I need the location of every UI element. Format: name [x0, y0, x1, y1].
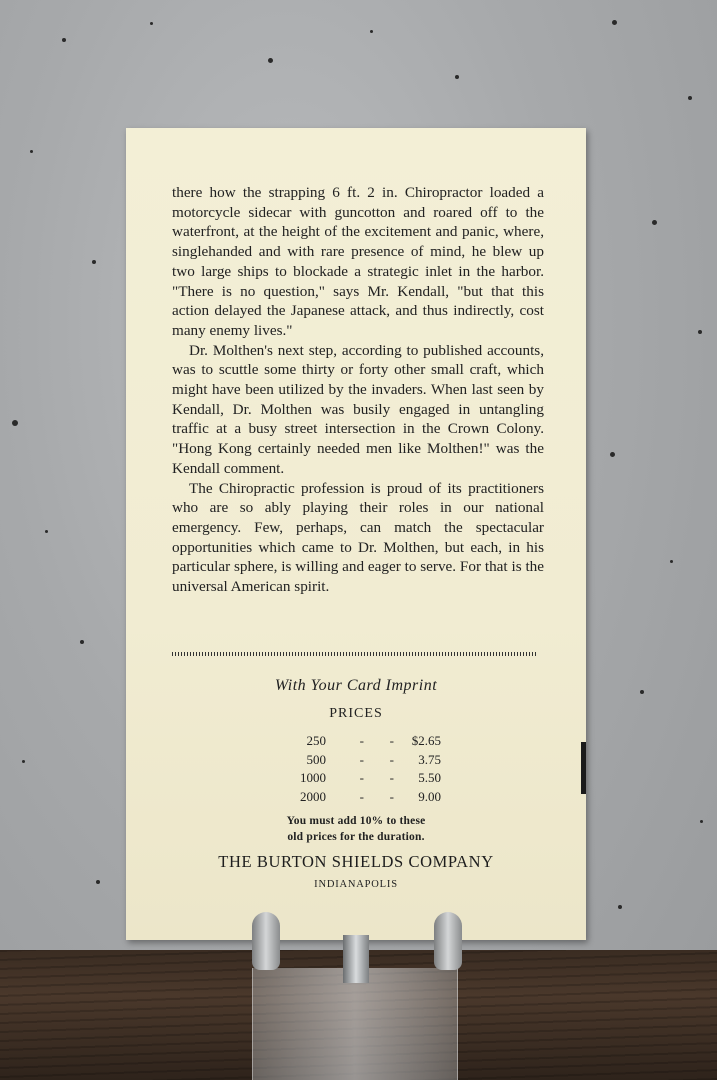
price-row	[276, 751, 441, 770]
display-stand-left-arm	[252, 912, 280, 970]
price-dash: -	[359, 770, 364, 785]
display-stand-post	[343, 935, 369, 983]
price-note-line-1: You must add 10% to these	[286, 815, 426, 827]
display-stand-base	[252, 968, 458, 1080]
divider-rule	[172, 652, 538, 656]
page-edge-mark	[581, 742, 586, 794]
price-dash: -	[359, 788, 364, 804]
price-row	[276, 732, 441, 751]
price-quantity: 2000	[300, 788, 326, 804]
price-note-line-2: old prices for the duration.	[287, 831, 425, 843]
price-quantity: 500	[306, 751, 326, 767]
price-dash: -	[359, 751, 364, 767]
price-dash: -	[389, 770, 394, 785]
price-dash: -	[389, 788, 394, 804]
price-amount: 9.00	[418, 788, 441, 804]
price-quantity: 1000	[300, 770, 326, 785]
imprint-heading: With Your Card Imprint	[274, 677, 438, 694]
price-row	[276, 769, 441, 788]
price-note	[126, 813, 586, 845]
price-quantity: 250	[306, 733, 326, 748]
price-amount: $2.65	[411, 733, 441, 748]
paragraph-3: The Chiropractic profession is proud of its practitioners who are so ably playing their roles in our national emergency. Few, perhaps, can match the spectacular opportunities which came to Dr. Molthen, but each, in his particular sphere, is willing and eager to serve. For that is the universal American spirit.	[172, 479, 544, 596]
display-stand-right-arm	[434, 912, 462, 970]
paragraph-2: Dr. Molthen's next step, according to published accounts, was to scuttle some thirty or forty other small craft, which might have been utilized by the invaders. When last seen by Kendall, Dr. Molthen was busily engaged in untangling traffic at a busy street intersection in the Crown Colony. "Hong Kong certainly needed men like Molthen!" was the Kendall comment.	[172, 341, 544, 477]
company-city: INDIANAPOLIS	[314, 879, 398, 890]
price-dash: -	[389, 751, 394, 767]
paragraph-1: there how the strapping 6 ft. 2 in. Chiropractor loaded a motorcycle sidecar with guncotton and roared off to the waterfront, at the height of the excitement and panic, where, singlehanded and with rare presence of mind, he blew up two large ships to blockade a strategic inlet in the harbor. "There is no question," says Mr. Kendall, "but that this action delayed the Japanese attack, and thus indirectly, cost many enemy lives."	[172, 184, 544, 339]
company-name: THE BURTON SHIELDS COMPANY	[218, 852, 494, 871]
price-amount: 5.50	[418, 770, 441, 785]
prices-heading: PRICES	[329, 706, 383, 721]
article-text	[172, 183, 544, 597]
price-row	[276, 788, 441, 807]
price-dash: -	[359, 733, 364, 748]
pamphlet-page	[126, 128, 586, 940]
price-dash: -	[389, 733, 394, 748]
price-amount: 3.75	[418, 751, 441, 767]
price-table	[276, 732, 441, 806]
